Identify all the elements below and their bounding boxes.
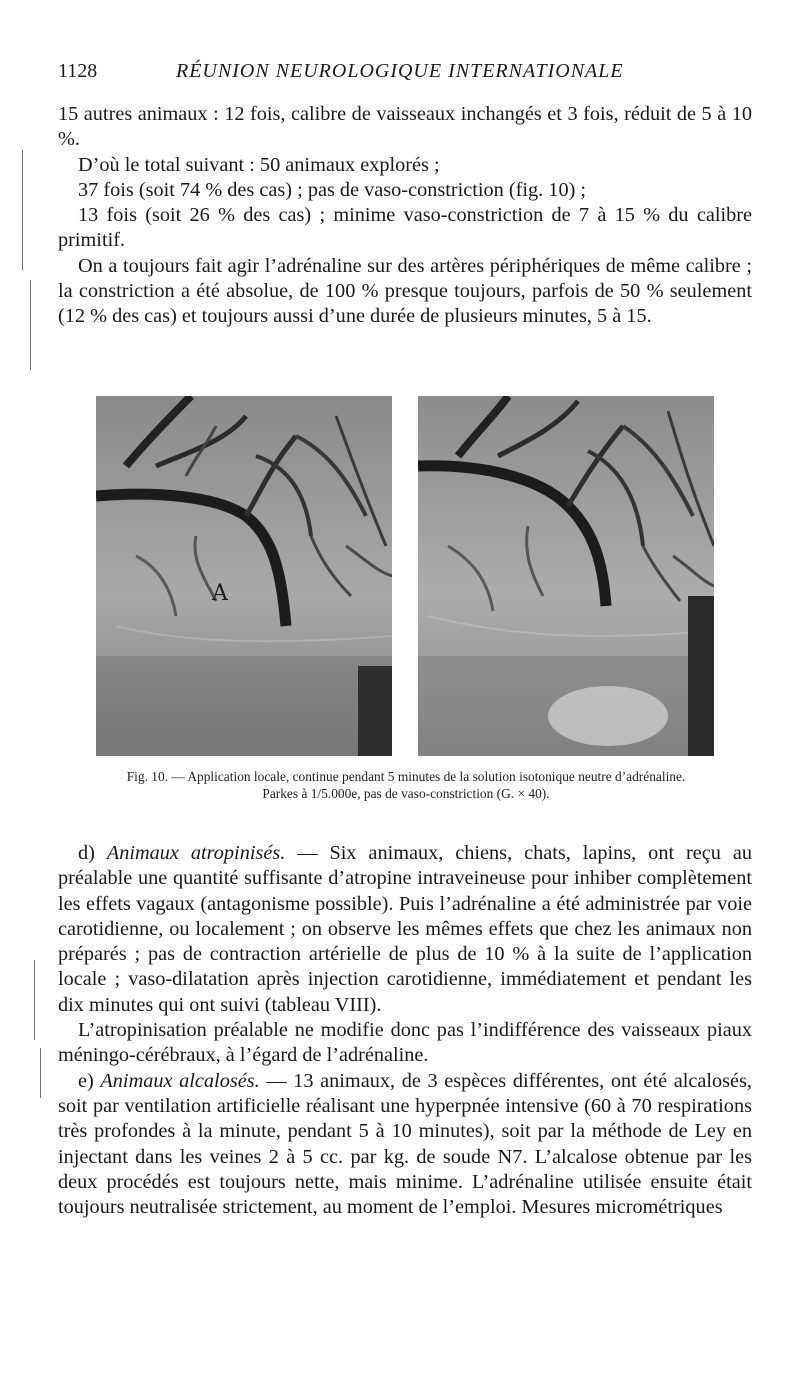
margin-mark <box>30 280 31 370</box>
paragraph: L’atropinisation préalable ne modifie donc pas l’indifférence des vaisseaux piaux méningo-cérébraux, à l’égard de l’adrénaline. <box>58 1019 752 1067</box>
text-block-bottom <box>58 841 752 1220</box>
section-text-d: — Six animaux, chiens, chats, lapins, ont reçu au préalable une quantité suffisante d’atropine intraveineuse pour inhiber complètement les effets vagaux (antagonisme possible). Puis l’adrénaline a été administrée par voie carotidienne, ou localement ; on observe les mêmes effets que chez les animaux non préparés ; pas de contraction artérielle de plus de 10 % à la suite de l’application locale ; vaso-dilatation après injection carotidienne, immédiatement et pendant les dix minutes qui ont suivi (tableau VIII). <box>58 842 752 1016</box>
figure-caption <box>70 768 742 802</box>
running-title: RÉUNION NEUROLOGIQUE INTERNATIONALE <box>176 60 624 82</box>
paragraph-d <box>58 841 752 1018</box>
section-label-d: d) <box>78 842 95 864</box>
section-title-d: Animaux atropinisés. <box>106 842 286 864</box>
margin-mark <box>40 1048 41 1098</box>
paragraph: 37 fois (soit 74 % des cas) ; pas de vaso-constriction (fig. 10) ; <box>78 178 587 201</box>
paragraph: 15 autres animaux : 12 fois, calibre de vaisseaux inchangés et 3 fois, réduit de 5 à 10 %. <box>58 103 752 151</box>
paragraph: On a toujours fait agir l’adrénaline sur des artères périphériques de même calibre ; la constriction a été absolue, de 100 % presque toujours, parfois de 50 % seulement (12 % des cas) et toujours aussi d’une durée de plusieurs minutes, 5 à 15. <box>58 254 752 328</box>
section-text-e: — 13 animaux, de 3 espèces différentes, ont été alcalosés, soit par ventilation artificielle réalisant une hyperpnée intensive (60 à 70 respirations très profondes à la minute, pendant 5 à 10 minutes), soit par la méthode de Ley en injectant dans les veines 2 à 5 cc. par kg. de soude N7. L’alcalose obtenue par les deux procédés est toujours nette, mais minime. L’adrénaline utilisée ensuite était toujours neutralisée strictement, au moment de l’emploi. Mesures micrométriques <box>58 1069 752 1219</box>
micrograph-left <box>96 396 392 756</box>
micrograph-right <box>418 396 714 756</box>
section-title-e: Animaux alcalosés. <box>100 1069 260 1092</box>
paragraph: 13 fois (soit 26 % des cas) ; minime vaso-constriction de 7 à 15 % du calibre primitif. <box>58 204 752 252</box>
figure-label-a: A <box>212 581 228 606</box>
margin-mark <box>34 960 35 1040</box>
margin-mark <box>22 150 23 270</box>
paragraph-e <box>58 1069 752 1221</box>
section-label-e: e) <box>78 1069 94 1092</box>
caption-line: Parkes à 1/5.000e, pas de vaso-constriction (G. × 40). <box>262 786 550 801</box>
text-block-top <box>58 102 752 330</box>
figure-10 <box>96 396 714 756</box>
page-number: 1128 <box>58 60 98 82</box>
paragraph: D’où le total suivant : 50 animaux explorés ; <box>78 153 440 176</box>
caption-line: Fig. 10. — Application locale, continue pendant 5 minutes de la solution isotonique neutre d’adrénaline. <box>126 769 686 784</box>
page-header <box>58 60 748 90</box>
